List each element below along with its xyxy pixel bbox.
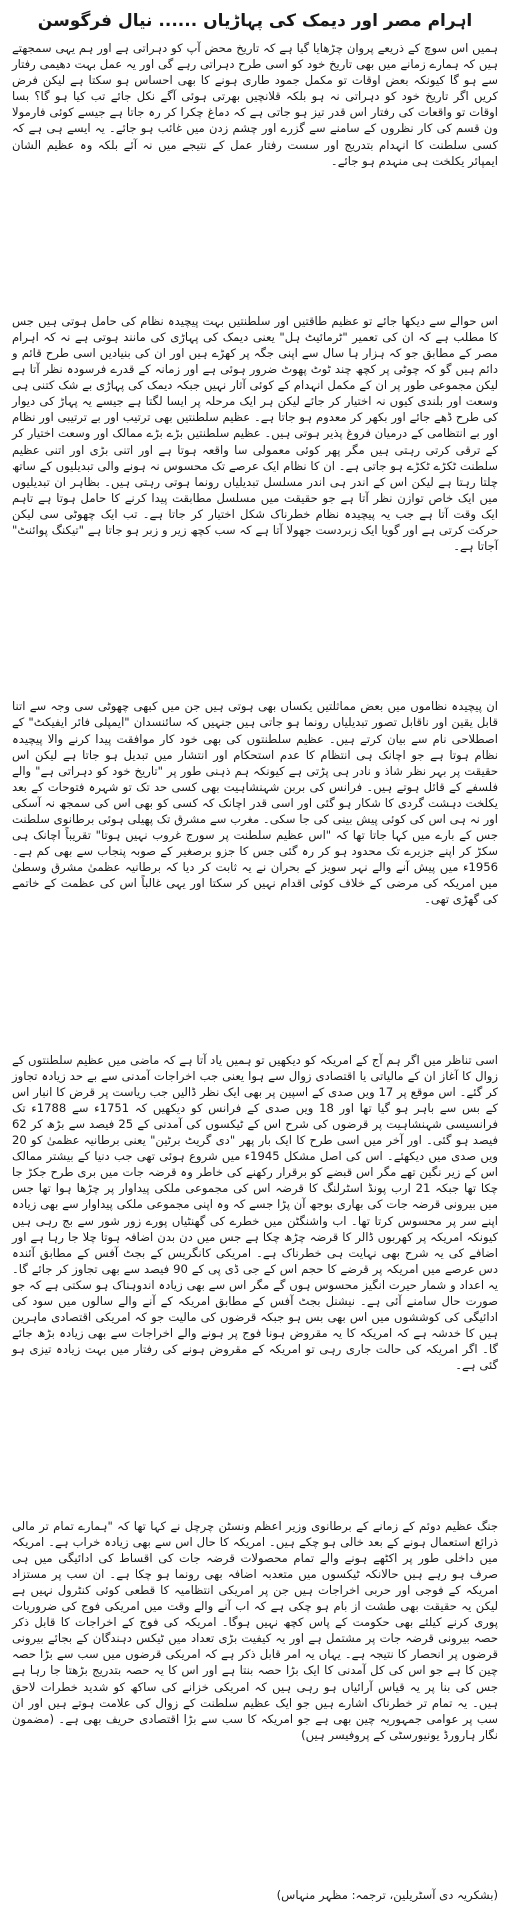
article-headline	[12, 8, 498, 34]
article-paragraph-2: اس حوالے سے دیکھا جائے تو عظیم طاقتیں اور سلطنتیں بہت پیچیدہ نظام کی حامل ہوتی ہیں جس کا مطلب ہے کہ ان کی تعمیر "ٹرمائیٹ ہل" یعنی دیمک کی پہاڑی کی مانند ہوتی ہے نہ کہ اہرام مصر کے مطابق جو کہ ہزار ہا سال سے اپنی جگہ پر کھڑے ہیں اور ان کی بنیادیں اسی طرح قائم و دائم ہیں گو کہ چوٹی پر کچھ چند ٹوٹ پھوٹ ضرور ہوئی ہے اور زمانہ کے قدرے فرسودہ نظر آتا ہے لیکن مجموعی طور پر ان کے مکمل انہدام کے کوئی آثار نہیں جبکہ دیمک کی پہاڑی بے شک کتنی ہی وسعت اور بلندی کیوں نہ اختیار کر جائے لیکن ہر ایک مرحلہ پر ایسا لگتا ہے جیسے یہ پہاڑ کی دیوار کی طرح ڈھے جائے اور بکھر کر معدوم ہو جاتا ہے۔ عظیم سلطنتیں بھی ترتیب اور بے ترتیبی اور نظام اور بے انتظامی کے درمیان فروغ پذیر ہوتی ہیں۔ عظیم سلطنتیں بڑے بڑے ممالک اور وسعت اختیار کر کے ترقی کرتی رہتی ہیں مگر پھر کوئی معمولی سا واقعہ ہوتا ہے اور اتنی بڑی اور اتنی عظیم سلطنت ٹکڑے ٹکڑے ہو جاتی ہے۔ ان کا نظام ایک عرصے تک محسوس نہ ہونے والی تبدیلیوں کے ساتھ چلتا رہتا ہے لیکن اس کے اندر ہی اندر مسلسل تبدیلیاں رونما ہوتی رہتی ہیں۔ بظاہر ان تبدیلیوں میں ایک خاص توازن نظر آتا ہے جو حقیقت میں مسلسل مطابقت پیدا کرنے کا حامل ہوتا ہے تاہم ایک وقت آتا ہے جب یہ پیچیدہ نظام خطرناک شکل اختیار کر جاتا ہے۔ تب ایک چھوٹی سی لیکن حرکت کرتی ہے اور گویا ایک زبردست جھولا آتا ہے کہ سب کچھ زیر و زبر ہو جاتا ہے "تیکنگ پوائنٹ" آجاتا ہے۔	[12, 313, 498, 554]
article-paragraph-4: اسی تناظر میں اگر ہم آج کے امریکہ کو دیکھیں تو ہمیں یاد آتا ہے کہ ماضی میں عظیم سلطنتوں کے زوال کا آغاز ان کے مالیاتی یا اقتصادی زوال سے ہوا یعنی جب اخراجات آمدنی سے بے حد زیادہ تجاوز کر گئے۔ اس موقع پر 17 ویں صدی کے اسپین پر بھی ایک نظر ڈالیں جب ریاست پر قرض کا انبار اس کے بس سے باہر ہو گیا تھا اور 18 ویں صدی کے فرانس کو دیکھیں کہ 1751ء سے 1788ء تک فرانسیسی شہنشاہیت پر قرضوں کی شرح اس کے ٹیکسوں کی آمدنی کے 25 فیصد سے بڑھ کر 62 فیصد ہو گئی۔ اور آخر میں اسی طرح کا ایک بار پھر "دی گریٹ برٹین" یعنی برطانیہ عظمیٰ کو 20 ویں صدی میں دیکھئے۔ اس کی اصل مشکل 1945ء میں شروع ہوئی تھی جب دنیا کے بیشتر ممالک اس کے زیر نگین تھے مگر اس قبضے کو برقرار رکھنے کی خاطر وہ قرضہ جات میں بری طرح جکڑ جا چکا تھا جبکہ 21 ارب پونڈ اسٹرلنگ کا قرضہ اس کی مجموعی ملکی پیداوار پر چڑھا ہوا تھا جس میں بیرونی قرضہ جات کی بھاری بوجھ آن پڑا جسے کہ وہ اپنی مجموعی ملکی پیداوار سے بھی زیادہ اپنے سر پر محسوس کرتا تھا۔ اب واشنگٹن میں خطرے کی گھنٹیاں پورے زور شور سے بج رہی ہیں کیونکہ امریکہ پر کھربوں ڈالر کا قرضہ چڑھ چکا ہے جس میں دن بدن اضافہ ہوتا چلا جا رہا ہے اور اضافے کی یہ شرح بھی نہایت ہی خطرناک ہے۔ امریکی کانگریس کے بجٹ آفس کے مطابق آئندہ دس عرصے میں امریکہ پر قرضے کا حجم اس کے جی ڈی پی کے 90 فیصد سے بھی تجاوز کر جائے گا۔ یہ اعداد و شمار حیرت انگیز محسوس ہوں گے مگر اس سے بھی زیادہ اندوہناک ہو سکتی ہے کہ جو صورت حال سامنے آئی ہے۔ نیشنل بجٹ آفس کے مطابق امریکہ کے آنے والے سالوں میں سود کی ادائیگی کی کوششوں میں اس بھی بس ہو جبکہ قرضوں کی مالیت جو کہ امریکی اقتصادی ماہرین ہیں کا خدشہ ہے کہ امریکہ کا یہ مقروض ہونا فوج پر ہونے والے اخراجات سے بھی زیادہ بڑھ جائے گا۔ اگر امریکہ کی حالت جاری رہی تو امریکہ کے مقروض ہونے کی رفتار میں بہت زیادہ تیزی ہو گئی ہے۔	[12, 1052, 498, 1373]
article-paragraph-1: ہمیں اس سوچ کے ذریعے پروان چڑھایا گیا ہے کہ تاریخ محض آپ کو دہراتی ہے اور ہم یہی سمجھتے ہیں کہ ہمارے زمانے میں بھی تاریخ خود کو اسی طرح دہراتی رہے گی اور یہ عمل بہت دھیمی رفتار سے ہو گا کیونکہ بعض اوقات تو مکمل جمود طاری ہونے کا بھی احساس ہو سکتا ہے لیکن فرض کریں اگر تاریخ خود کو دہراتی نہ ہو بلکہ قلانچیں بھرتی ہوئی آگے نکل جائے تب کیا ہو گا؟ بسا اوقات تو واقعات کی رفتار اس قدر تیز ہو جاتی ہے کہ دماغ چکرا کر رہ جاتا ہے جیسے کوئی فارمولا ون قسم کی کار نظروں کے سامنے سے گزرے اور چشم زدن میں غائب ہو جائے۔ یہ ایسے ہی ہے کہ کسی سلطنت کا انہدام بتدریج اور سست رفتار عمل کے نتیجے میں نہ آئے بلکہ وہ عظیم الشان ایمپائر یکلخت ہی منہدم ہو جائے۔	[12, 41, 498, 168]
article-body	[12, 40, 498, 1903]
article-credit: (بشکریہ دی آسٹریلین، ترجمہ: مظہر منہاس)	[276, 1887, 498, 1902]
headline-separator: ......	[158, 11, 198, 31]
article-paragraph-5: جنگ عظیم دوئم کے زمانے کے برطانوی وزیر اعظم ونسٹن چرچل نے کہا تھا کہ "ہمارے تمام تر مالی ذرائع استعمال ہونے کے بعد خالی ہو چکے ہیں۔ امریکہ کا حال اس سے بھی زیادہ خراب ہے۔ امریکہ میں داخلی طور پر اکٹھے ہونے والے تمام محصولات قرضہ جات کی اقساط کی ادائیگی میں ہی صرف ہو رہے ہیں حالانکہ ٹیکسوں میں متعدبہ اضافہ بھی رونما ہو چکا ہے۔ ان سب پر مستزاد امریکہ کے فوجی اور حربی اخراجات ہیں جن پر امریکی انتظامیہ کا قطعی کوئی کنٹرول نہیں ہے لیکن یہ حقیقت بھی طشت از بام ہو چکی ہے کہ اب آنے والے وقت میں امریکی فوج کی ضروریات پوری کرنے کیلئے بھی حکومت کے پاس کچھ نہیں ہوگا۔ امریکہ کی فوج کے اخراجات کا قابل ذکر حصہ بیرونی قرضہ جات پر مشتمل ہے اور یہ کیفیت بڑی تعداد میں ٹیکس دہندگان کے بجائے بیرونی قرضوں پر انحصار کا نتیجہ ہے۔ یہاں یہ امر قابل ذکر ہے کہ امریکی قرضوں میں سب سے بڑا حصہ چین کا ہے جو اس کی کل آمدنی کا ایک بڑا حصہ بنتا ہے اور اس کا یہ حصہ بتدریج بڑھتا جا رہا ہے جس کی بنا پر یہ قیاس آرائیاں ہو رہی ہیں کہ امریکی خزانے کی ساکھ کو شدید خطرات لاحق ہیں۔ یہ تمام تر خطرناک اشارے ہیں جو ایک عظیم سلطنت کے زوال کی علامت ہوتے ہیں اور ان سب پر عوامی جمہوریہ چین بھی ہے جو امریکہ کا سب سے بڑا اقتصادی حریف بھی ہے۔ (مضمون نگار ہارورڈ یونیورسٹی کے پروفیسر ہیں)	[12, 1518, 498, 1742]
article-title: اہرام مصر اور دیمک کی پہاڑیاں	[203, 11, 473, 31]
article-paragraph-3: ان پیچیدہ نظاموں میں بعض مماثلتیں یکساں بھی ہوتی ہیں جن میں کبھی چھوٹی سی وجہ سے اتنا قابل یقین اور ناقابل تصور تبدیلیاں رونما ہو جاتی ہیں جنہیں کہ سائنسدان "ایمپلی فائر ایفیکٹ" کے اصطلاحی نام سے بیان کرتے ہیں۔ عظیم سلطنتوں کی بھی خود کار موافقت پیدا کرنے والا پیچیدہ نظام ہوتا ہے جو اچانک ہی انتظام کا عدم استحکام اور انتشار میں تبدیل ہو جاتا ہے لیکن اس حقیقت پر بہر نظر شاذ و نادر ہی پڑتی ہے کیونکہ ہم ذہنی طور پر "تاریخ خود کو دہراتی ہے" والے فلسفے کے قائل ہوتے ہیں۔ فرانس کی بربن شہنشاہیت بھی کسی حد تک تو شہرہ فتوحات کے بعد یکلخت دہشت گردی کا شکار ہو گئی اور اسی قدر اچانک کہ کسی کو بھی اس کی سمجھ نہ آسکی اور نہ ہی اس کی کوئی پیش بینی کی جا سکی۔ مغرب سے مشرق تک پھیلی ہوئی برطانوی سلطنت جس کے بارے میں کہا جاتا تھا کہ "اس عظیم سلطنت پر سورج غروب نہیں ہوتا" تقریباً اچانک ہی سکڑ کر اپنے جزیرے تک محدود ہو کر رہ گئی جس کا جزو برصغیر کے صوبہ پنجاب سے بھی کم ہے۔ 1956ء میں پیش آنے والے نہر سویز کے بحران نے یہ ثابت کر دیا کہ برطانیہ عظمیٰ مشرق وسطیٰ میں امریکہ کی مرضی کے خلاف کوئی اقدام نہیں کر سکتا اور یہی غالباً اس کی عظمت کے خاتمے کی گھڑی تھی۔	[12, 699, 498, 907]
article-author: نیال فرگوسن	[37, 11, 153, 31]
